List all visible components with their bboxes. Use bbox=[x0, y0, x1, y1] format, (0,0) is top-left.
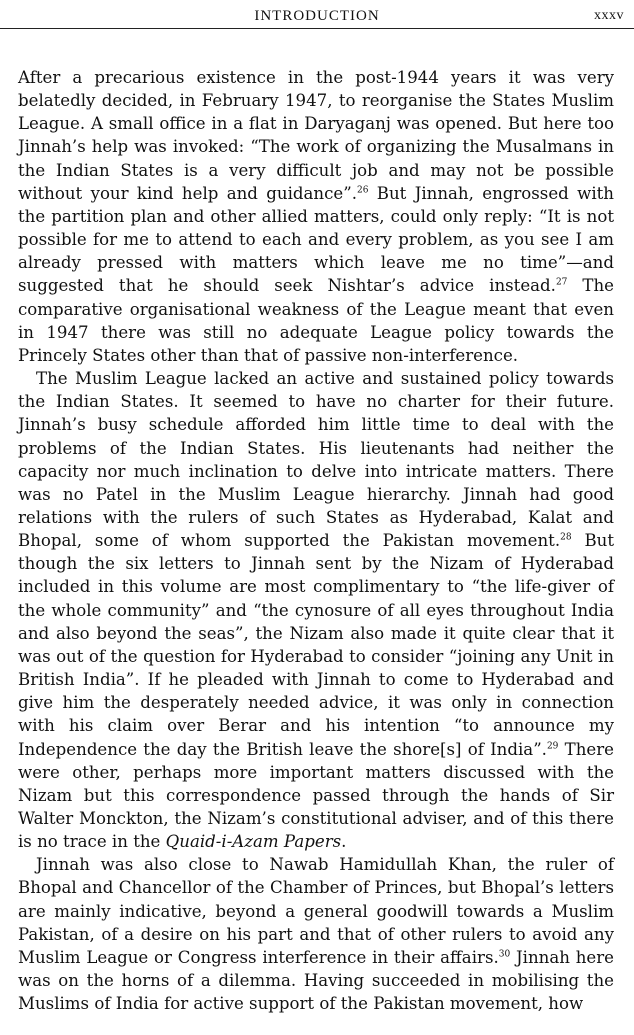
body-text bbox=[18, 66, 614, 1015]
paragraph-text: But though the six letters to Jinnah sent by the Nizam of Hyderabad included in this volume are most complimentary to “the life-giver of the whole community” and “the cynosure of all eyes throughout India and also beyond the seas”, the Nizam also made it quite clear that it was out of the question for Hyderabad to consider “joining any Unit in British India”. If he pleaded with Jinnah to come to Hyderabad and give him the desperately needed advice, it was only in connection with his claim over Berar and his intention “to announce my Independence the day the British leave the shore[s] of India”. bbox=[18, 531, 614, 759]
paragraph-2 bbox=[18, 367, 614, 853]
page-number: xxxv bbox=[594, 8, 624, 23]
paragraph-text: Jinnah here was on the horns of a dilemma. Having succeeded in mobilising the Muslims of India for active support of the Pakistan movement, how bbox=[18, 947, 614, 1014]
footnote-ref-27: 27 bbox=[555, 277, 568, 288]
paragraph-text: After a precarious existence in the post-1944 years it was very belatedly decided, in February 1947, to reorganise the States Muslim League. A small office in a flat in Daryaganj was opened. But here too Jinnah’s help was invoked: “The work of organizing the Musalmans in the Indian States is a very difficult job and may not be possible without your kind help and guidance”. bbox=[18, 68, 614, 203]
footnote-ref-29: 29 bbox=[546, 741, 559, 751]
paragraph-text: . bbox=[341, 832, 347, 852]
footnote-ref-26: 26 bbox=[356, 185, 369, 196]
paragraph-text: There were other, perhaps more important matters discussed with the Nizam but this correspondence passed through the hands of Sir Walter Monckton, the Nizam’s constitutional adviser, and of this there is no trace in the bbox=[18, 739, 614, 852]
paragraph-1 bbox=[18, 66, 614, 367]
book-title: Quaid-i-Azam Papers bbox=[165, 832, 342, 852]
paragraph-text: The Muslim League lacked an active and sustained policy towards the Indian States. It seemed to have no charter for their future. Jinnah’s busy schedule afforded him little time to deal with the problems of the Indian States. His lieutenants had neither the capacity nor much inclination to delve into intricate matters. There was no Patel in the Muslim League hierarchy. Jinnah had good relations with the rulers of such States as Hyderabad, Kalat and Bhopal, some of whom supported the Pakistan movement. bbox=[18, 369, 614, 551]
footnote-ref-30: 30 bbox=[498, 949, 511, 960]
footnote-ref-28: 28 bbox=[560, 532, 572, 543]
running-title: INTRODUCTION bbox=[254, 8, 380, 24]
paragraph-3 bbox=[18, 853, 614, 1015]
paragraph-text: Jinnah was also close to Nawab Hamidullah Khan, the ruler of Bhopal and Chancellor of the Chamber of Princes, but Bhopal’s letters are mainly indicative, beyond a general goodwill towards a Muslim Pakistan, of a desire on his part and that of other rulers to avoid any Muslim League or Congress interference in their affairs. bbox=[18, 855, 614, 967]
paragraph-text: But Jinnah, engrossed with the partition plan and other allied matters, could only reply: “It is not possible for me to attend to each and every problem, as you see I am already pressed with matters which leave me no time”—and suggested that he should seek Nishtar’s advice instead. bbox=[18, 183, 614, 296]
running-header bbox=[0, 6, 634, 29]
paragraph-text: The comparative organisational weakness of the League meant that even in 1947 there was still no adequate League policy towards the Princely States other than that of passive non-interference. bbox=[18, 276, 614, 365]
